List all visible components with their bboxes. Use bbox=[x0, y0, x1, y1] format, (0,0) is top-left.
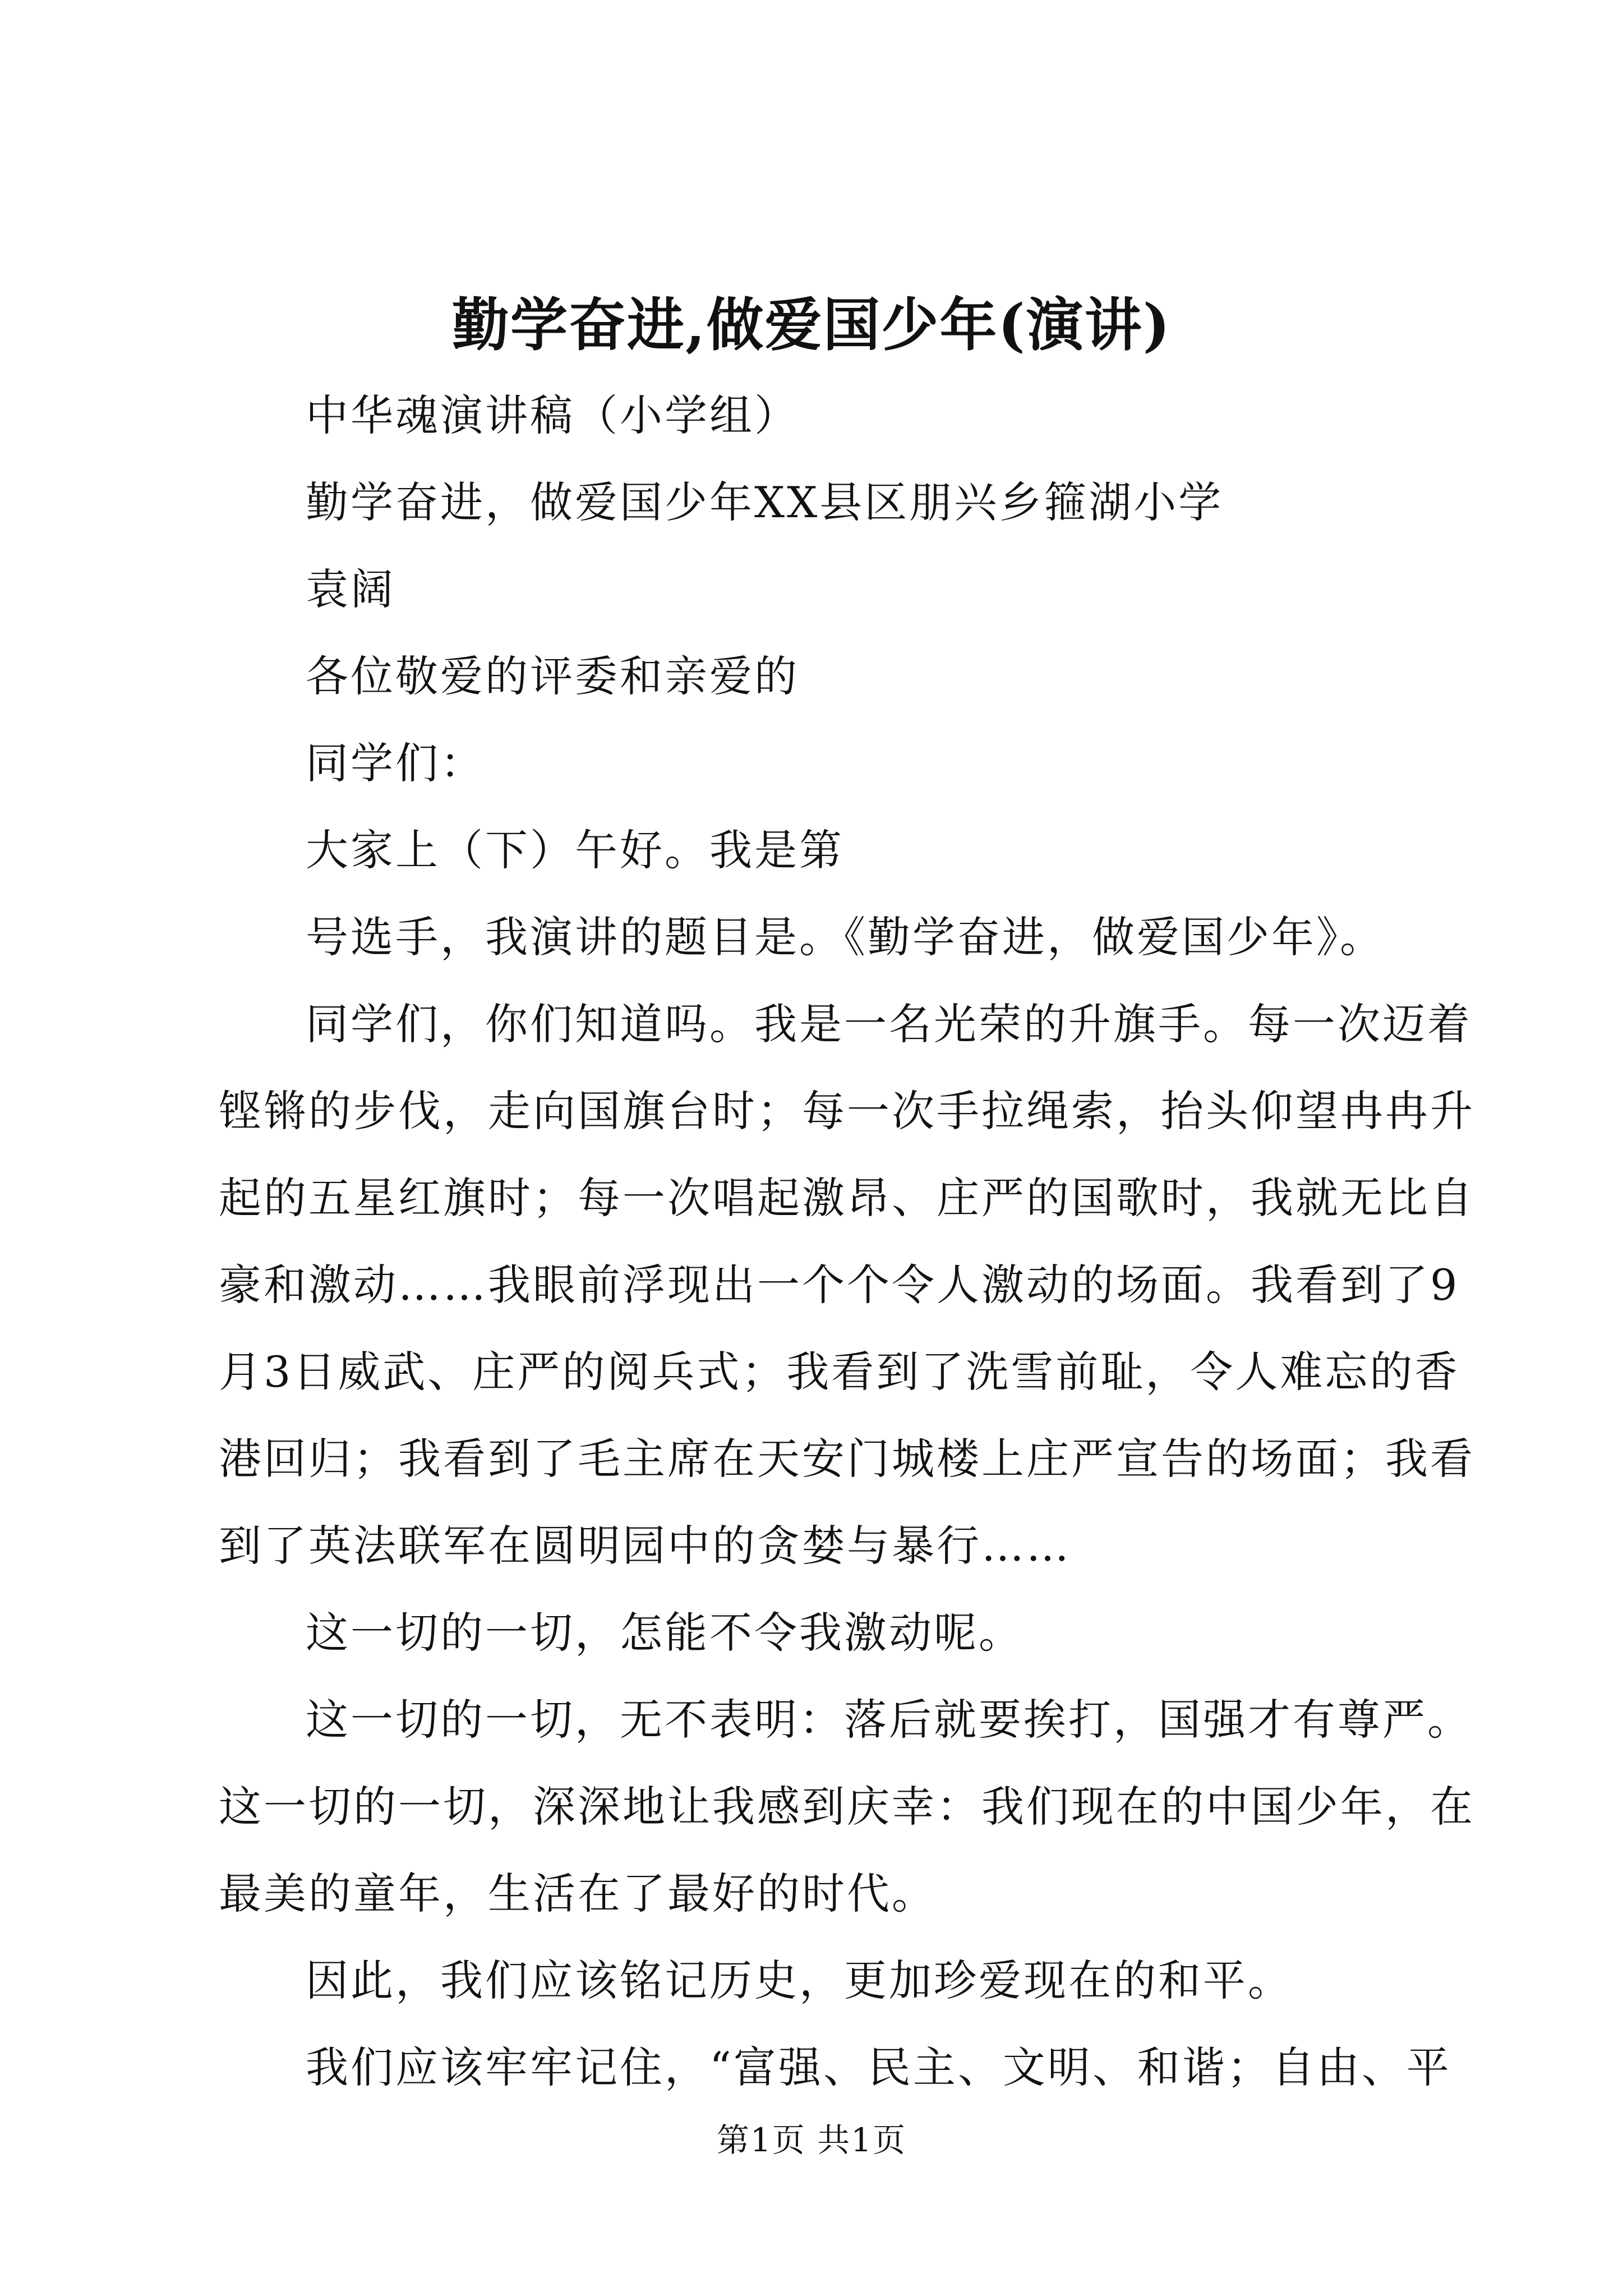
paragraph-line: 铿锵的步伐，走向国旗台时；每一次手拉绳索，抬头仰望冉冉升 bbox=[219, 1086, 1475, 1136]
greeting-line-2: 同学们： bbox=[306, 738, 485, 788]
paragraph-line: 月3日威武、庄严的阅兵式；我看到了洗雪前耻，令人难忘的香 bbox=[219, 1347, 1460, 1397]
title-school-line: 勤学奋进，做爱国少年XX县区朋兴乡箍湖小学 bbox=[306, 477, 1224, 527]
document-title: 勤学奋进,做爱国少年(演讲) bbox=[451, 292, 1172, 359]
paragraph-line: 同学们，你们知道吗。我是一名光荣的升旗手。每一次迈着 bbox=[306, 999, 1472, 1049]
paragraph-line: 这一切的一切，怎能不令我激动呢。 bbox=[306, 1608, 1023, 1658]
paragraph-line: 豪和激动……我眼前浮现出一个个令人激动的场面。我看到了9 bbox=[219, 1260, 1460, 1310]
paragraph-line: 起的五星红旗时；每一次唱起激昂、庄严的国歌时，我就无比自 bbox=[219, 1173, 1475, 1223]
page-number-footer: 第1页 共1页 bbox=[716, 2121, 907, 2159]
intro-line-1: 大家上（下）午好。我是第 bbox=[306, 825, 844, 875]
paragraph-line: 最美的童年，生活在了最好的时代。 bbox=[219, 1869, 937, 1918]
subtitle-line: 中华魂演讲稿（小学组） bbox=[306, 390, 799, 440]
paragraph-line: 因此，我们应该铭记历史，更加珍爱现在的和平。 bbox=[306, 1955, 1293, 2005]
paragraph-line: 这一切的一切，深深地让我感到庆幸：我们现在的中国少年，在 bbox=[219, 1782, 1475, 1832]
paragraph-line: 我们应该牢牢记住，“富强、民主、文明、和谐；自由、平 bbox=[306, 2042, 1451, 2092]
paragraph-line: 到了英法联军在圆明园中的贪婪与暴行…… bbox=[219, 1521, 1071, 1571]
intro-line-2: 号选手，我演讲的题目是。《勤学奋进，做爱国少年》。 bbox=[306, 912, 1385, 962]
greeting-line-1: 各位敬爱的评委和亲爱的 bbox=[306, 651, 799, 701]
paragraph-line: 这一切的一切，无不表明：落后就要挨打，国强才有尊严。 bbox=[306, 1695, 1472, 1745]
paragraph-line: 港回归；我看到了毛主席在天安门城楼上庄严宣告的场面；我看 bbox=[219, 1434, 1475, 1484]
author-line: 袁阔 bbox=[306, 564, 395, 614]
